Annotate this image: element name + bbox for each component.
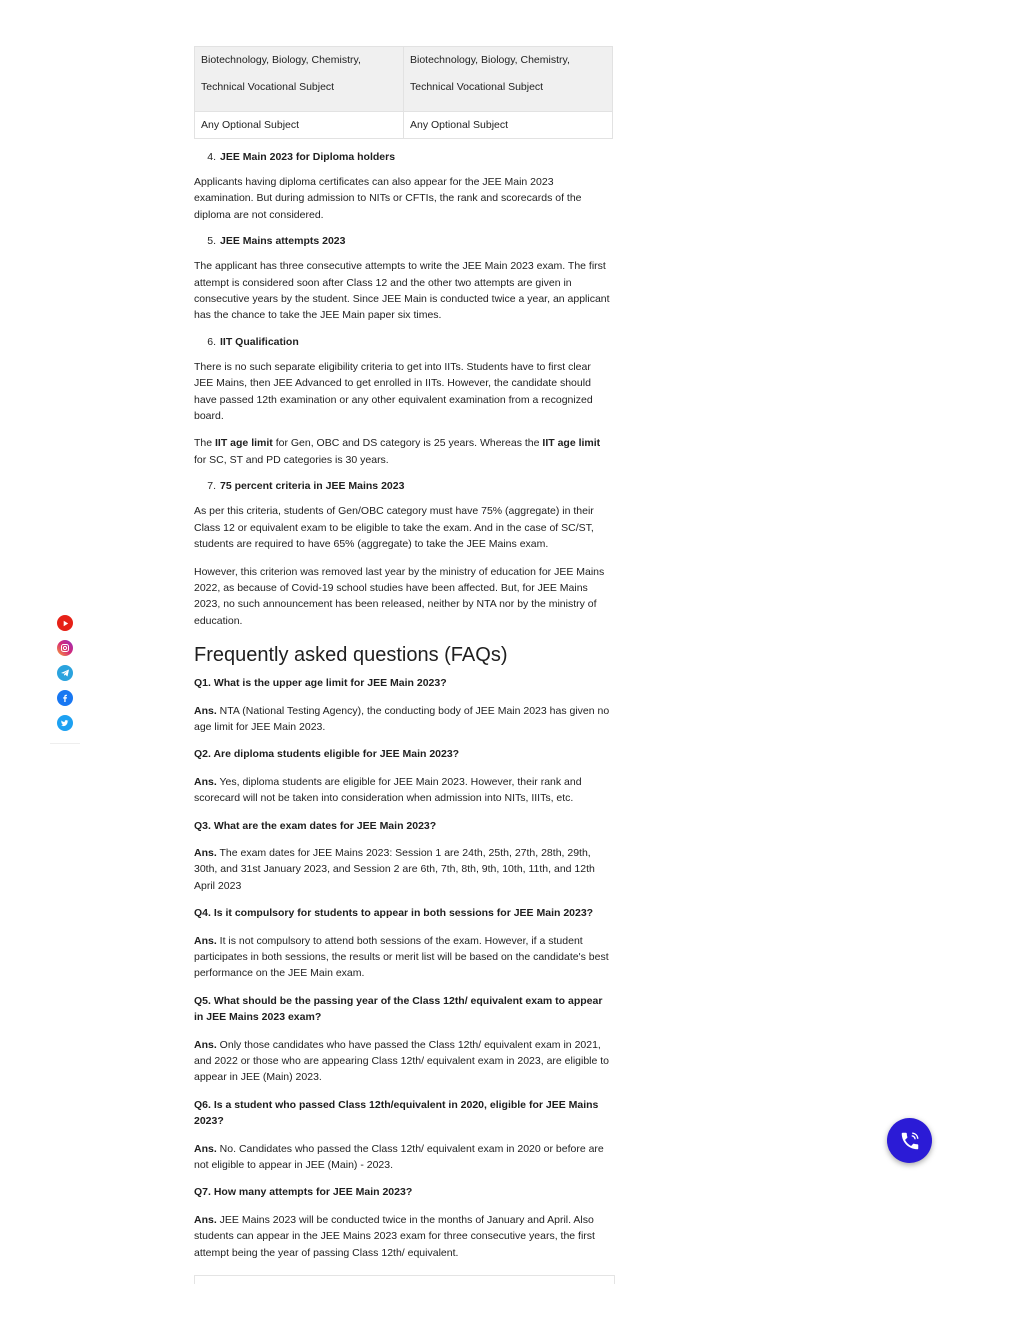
youtube-icon[interactable] — [57, 615, 73, 631]
faq-heading: Frequently asked questions (FAQs) — [194, 644, 508, 667]
faq-answer — [194, 774, 613, 807]
answer-label: Ans. — [194, 775, 217, 788]
faq-question: Q3. What are the exam dates for JEE Main 2023? — [194, 819, 437, 832]
table-row — [195, 47, 613, 112]
paragraph: However, this criterion was removed last year by the ministry of education for JEE Mains 2022, as because of Covid-19 school studies have been affected. But, for JEE Mains 2023, no such announcement has been released, neither by NTA nor by the ministry of education. — [194, 565, 605, 627]
answer-text: Yes, diploma students are eligible for JEE Main 2023. However, their rank and scorecard will not be taken into consideration when admission into NITs, IIITs, etc. — [194, 775, 582, 805]
phone-icon — [899, 1130, 921, 1152]
faq-list — [194, 675, 613, 1261]
bottom-card — [194, 1275, 615, 1284]
faq-question: Q5. What should be the passing year of the Class 12th/ equivalent exam to appear in JEE Mains 2023 exam? — [194, 994, 603, 1024]
instagram-icon[interactable] — [57, 640, 73, 656]
section-heading: 7. 75 percent criteria in JEE Mains 2023 — [207, 480, 405, 493]
paragraph: Applicants having diploma certificates can also appear for the JEE Main 2023 examination. But during admission to NITs or CFTIs, the rank and scorecards of the diploma are not considered. — [194, 176, 582, 221]
faq-question: Q7. How many attempts for JEE Main 2023? — [194, 1186, 413, 1199]
answer-text: NTA (National Testing Agency), the conducting body of JEE Main 2023 has given no age limit for JEE Main 2023. — [194, 704, 610, 733]
paragraph: The applicant has three consecutive attempts to write the JEE Main 2023 exam. The first attempt is considered soon after Class 12 and the other two attempts are given in consecutive years by the student. Since JEE Main is conducted twice a year, an applicant has the chance to take the JEE Main paper six times. — [194, 260, 610, 322]
section-heading: 4. JEE Main 2023 for Diploma holders — [207, 151, 396, 163]
answer-label: Ans. — [194, 1142, 217, 1155]
table-cell: Biotechnology, Biology, Chemistry, Technical Vocational Subject — [404, 47, 613, 112]
answer-label: Ans. — [194, 704, 217, 717]
answer-label: Ans. — [194, 1213, 217, 1226]
answer-text: No. Candidates who passed the Class 12th/ equivalent exam in 2020 or before are not eligible to appear in JEE (Main) - 2023. — [194, 1142, 604, 1172]
faq-question: Q4. Is it compulsory for students to appear in both sessions for JEE Main 2023? — [194, 907, 594, 920]
facebook-icon[interactable] — [57, 690, 73, 706]
faq-answer — [194, 933, 613, 982]
answer-label: Ans. — [194, 846, 217, 859]
faq-answer — [194, 1037, 613, 1086]
call-button[interactable] — [887, 1118, 932, 1163]
answer-label: Ans. — [194, 1038, 217, 1051]
table-row — [195, 112, 613, 139]
paragraph: As per this criteria, students of Gen/OBC category must have 75% (aggregate) in their Class 12 or equivalent exam to be eligible to take the exam. And in the case of SC/ST, students are required to have 65% (aggregate) to take the JEE Mains exam. — [194, 505, 594, 551]
faq-answer — [194, 1141, 613, 1174]
age-limit-paragraph: The IIT age limit for Gen, OBC and DS category is 25 years. Whereas the IIT age limit for SC, ST and PD categories is 30 years. — [194, 437, 601, 466]
section-heading: 5. JEE Mains attempts 2023 — [207, 235, 346, 248]
answer-text: The exam dates for JEE Mains 2023: Session 1 are 24th, 25th, 27th, 28th, 29th, 30th, and 31st January 2023, and Session 2 are 6th, 7th, 8th, 9th, 10th, 11th, and 12th April 2023 — [194, 846, 595, 892]
faq-question: Q1. What is the upper age limit for JEE Main 2023? — [194, 677, 447, 690]
table-cell: Any Optional Subject — [404, 112, 613, 139]
answer-text: It is not compulsory to attend both sessions of the exam. However, if a student participates in both sessions, the results or merit list will be based on the candidate's best performance on the JEE Main exam. — [194, 934, 609, 980]
section-heading: 6. IIT Qualification — [207, 335, 299, 348]
paragraph: There is no such separate eligibility criteria to get into IITs. Students have to first clear JEE Mains, then JEE Advanced to get enrolled in IITs. However, the candidate should have passed 12th examination or any other equivalent examination from a recognized board. — [194, 360, 593, 423]
article-content — [194, 46, 613, 1284]
answer-label: Ans. — [194, 934, 217, 947]
faq-answer — [194, 1212, 613, 1261]
faq-answer — [194, 845, 613, 894]
answer-text: Only those candidates who have passed the Class 12th/ equivalent exam in 2021, and 2022 or those who are appearing Class 12th/ equivalent exam in 2023, are eligible to appear in JEE (Main) 2023. — [194, 1038, 610, 1084]
faq-answer — [194, 703, 613, 736]
answer-text: JEE Mains 2023 will be conducted twice in the months of January and April. Also students can appear in the JEE Mains 2023 exam for three consecutive years, the first attempt being the year of passing Class 12th/ equivalent. — [194, 1213, 595, 1259]
telegram-icon[interactable] — [57, 665, 73, 681]
subjects-table — [194, 46, 613, 139]
faq-question: Q2. Are diploma students eligible for JEE Main 2023? — [194, 748, 460, 761]
table-cell: Biotechnology, Biology, Chemistry, Technical Vocational Subject — [195, 47, 404, 112]
social-sidebar — [50, 612, 80, 744]
twitter-icon[interactable] — [57, 715, 73, 731]
faq-question: Q6. Is a student who passed Class 12th/equivalent in 2020, eligible for JEE Mains 2023? — [194, 1098, 599, 1128]
table-cell: Any Optional Subject — [195, 112, 404, 139]
